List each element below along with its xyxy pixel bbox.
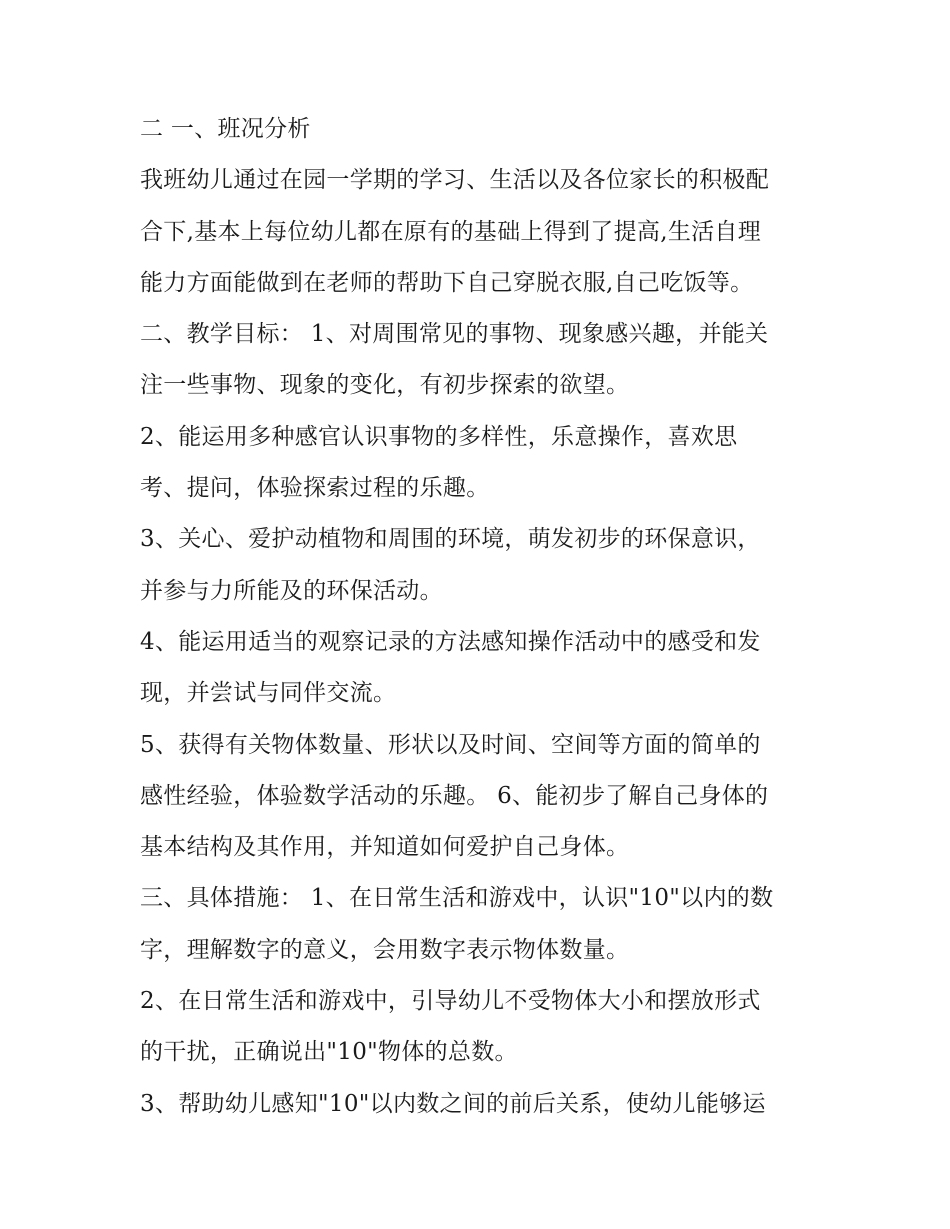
paragraph-line: 字，理解数字的意义，会用数字表示物体数量。 <box>140 936 630 963</box>
document-body <box>140 104 830 1130</box>
paragraph-line: 基本结构及其作用，并知道如何爱护自己身体。 <box>140 834 630 861</box>
paragraph-line: 注一些事物、现象的变化，有初步探索的欲望。 <box>140 372 630 399</box>
list-item-line: 2、在日常生活和游戏中，引导幼儿不受物体大小和摆放形式 <box>140 988 761 1015</box>
section-heading-class-analysis: 二 一、班况分析 <box>140 116 311 142</box>
paragraph-line: 并参与力所能及的环保活动。 <box>140 577 443 604</box>
paragraph-line: 能力方面能做到在老师的帮助下自己穿脱衣服,自己吃饭等。 <box>140 269 754 296</box>
paragraph-line: 感性经验，体验数学活动的乐趣。 6、能初步了解自己身体的 <box>140 782 769 809</box>
paragraph-line: 的干扰，正确说出"10"物体的总数。 <box>140 1039 518 1066</box>
paragraph-line: 我班幼儿通过在园一学期的学习、生活以及各位家长的积极配 <box>140 167 770 194</box>
list-item-line: 3、关心、爱护动植物和周围的环境，萌发初步的环保意识， <box>140 526 761 553</box>
section-heading-teaching-goals: 二、教学目标： 1、对周围常见的事物、现象感兴趣，并能关 <box>140 321 769 348</box>
section-heading-measures: 三、具体措施： 1、在日常生活和游戏中，认识"10"以内的数 <box>140 885 774 912</box>
list-item-line: 3、帮助幼儿感知"10"以内数之间的前后关系，使幼儿能够运 <box>140 1090 766 1117</box>
list-item-line: 4、能运用适当的观察记录的方法感知操作活动中的感受和发 <box>140 628 761 655</box>
paragraph-line: 现，并尝试与同伴交流。 <box>140 680 397 707</box>
paragraph-line: 考、提问，体验探索过程的乐趣。 <box>140 475 490 502</box>
paragraph-line: 合下,基本上每位幼儿都在原有的基础上得到了提高,生活自理 <box>140 218 762 245</box>
list-item-line: 2、能运用多种感官认识事物的多样性，乐意操作，喜欢思 <box>140 423 738 450</box>
list-item-line: 5、获得有关物体数量、形状以及时间、空间等方面的简单的 <box>140 731 761 758</box>
